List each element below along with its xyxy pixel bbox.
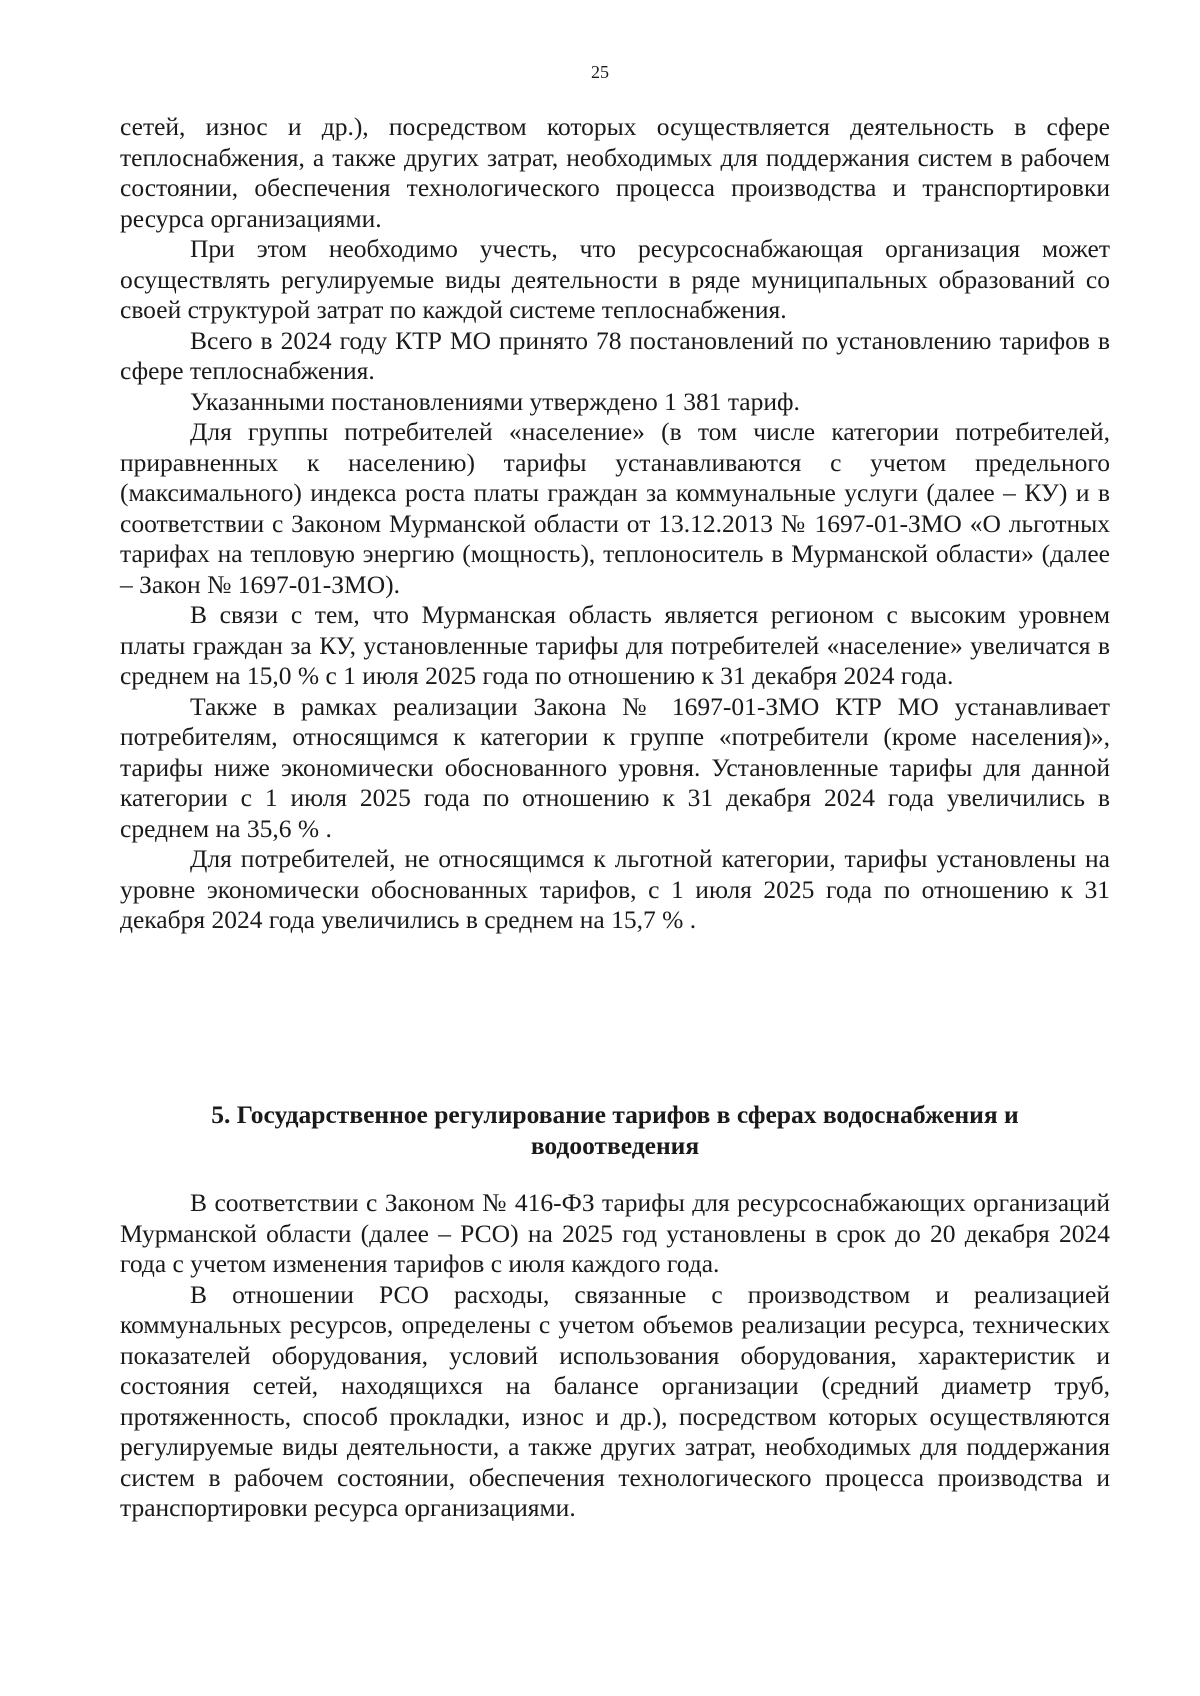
paragraph: В соответствии с Законом № 416-ФЗ тарифы для ресурсоснабжающих организаций Мурманской области (далее – РСО) на 2025 год установлены в срок до 20 декабря 2024 года с учетом изменения тарифов с июля каждого года. (120, 1188, 1110, 1278)
section-bottom-body (120, 1188, 1110, 1524)
paragraph: В отношении РСО расходы, связанные с производством и реализацией коммунальных ресурсов, определены с учетом объемов реализации ресурса, технических показателей оборудования, условий использования оборудования, характеристик и состояния сетей, находящихся на балансе организации (средний диаметр труб, протяженность, способ прокладки, износ и др.), посредством которых осуществляются регулируемые виды деятельности, а также других затрат, необходимых для поддержания систем в рабочем состоянии, обеспечения технологического процесса производства и транспортировки ресурса организациями. (120, 1279, 1110, 1522)
paragraph: При этом необходимо учесть, что ресурсоснабжающая организация может осуществлять регулируемые виды деятельности в ряде муниципальных образований со своей структурой затрат по каждой системе теплоснабжения. (120, 234, 1110, 324)
section-top-body (120, 112, 1110, 936)
paragraph: Указанными постановлениями утверждено 1 381 тариф. (190, 386, 800, 416)
section-heading (120, 1100, 1110, 1161)
paragraph: Для группы потребителей «население» (в том числе категории потребителей, приравненных к населению) тарифы устанавливаются с учетом предельного (максимального) индекса роста платы граждан за коммунальные услуги (далее – КУ) и в соответствии с Законом Мурманской области от 13.12.2013 № 1697-01-ЗМО «О льготных тарифах на тепловую энергию (мощность), теплоноситель в Мурманской области» (далее – Закон № 1697-01-ЗМО). (120, 417, 1110, 599)
paragraph: В связи с тем, что Мурманская область является регионом с высоким уровнем платы граждан за КУ, установленные тарифы для потребителей «население» увеличатся в среднем на 15,0 % с 1 июля 2025 года по отношению к 31 декабря 2024 года. (120, 600, 1110, 690)
section-heading-line: 5. Государственное регулирование тарифов в сферах водоснабжения и (211, 1100, 1019, 1129)
paragraph: сетей, износ и др.), посредством которых осуществляется деятельность в сфере теплоснабжения, а также других затрат, необходимых для поддержания систем в рабочем состоянии, обеспечения технологического процесса производства и транспортировки ресурса организациями. (120, 112, 1110, 233)
paragraph: Также в рамках реализации Закона № 1697-01-ЗМО КТР МО устанавливает потребителям, относящимся к категории к группе «потребители (кроме населения)», тарифы ниже экономически обоснованного уровня. Установленные тарифы для данной категории с 1 июля 2025 года по отношению к 31 декабря 2024 года увеличились в среднем на 35,6 % . (120, 691, 1110, 843)
page-number: 25 (591, 62, 609, 82)
paragraph: Для потребителей, не относящимся к льготной категории, тарифы установлены на уровне экономически обоснованных тарифов, с 1 июля 2025 года по отношению к 31 декабря 2024 года увеличились в среднем на 15,7 % . (120, 844, 1110, 934)
section-heading-line: водоотведения (530, 1130, 700, 1160)
paragraph: Всего в 2024 году КТР МО принято 78 постановлений по установлению тарифов в сфере теплоснабжения. (120, 325, 1110, 385)
